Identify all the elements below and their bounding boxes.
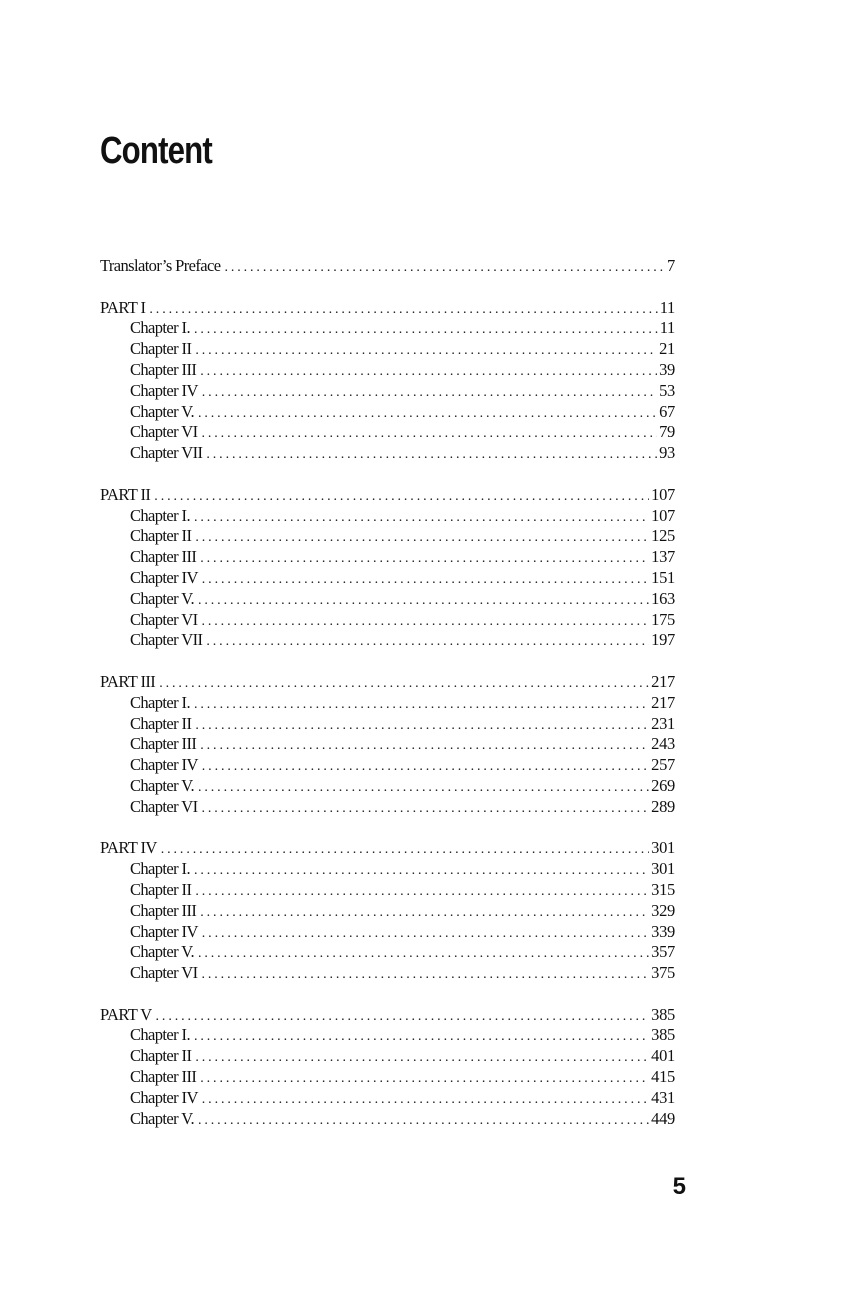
toc-part-section bbox=[100, 672, 675, 818]
toc-entry-page: 415 bbox=[651, 1067, 675, 1087]
toc-entry-label: Chapter V. bbox=[130, 401, 194, 421]
dot-leader bbox=[198, 404, 657, 425]
toc-entry-chapter[interactable] bbox=[100, 526, 675, 547]
toc-entry-page: 329 bbox=[651, 900, 675, 920]
toc-entry-label: Chapter VI bbox=[130, 963, 198, 983]
dot-leader bbox=[194, 320, 658, 341]
dot-leader bbox=[224, 258, 665, 279]
dot-leader bbox=[202, 924, 649, 945]
toc-entry-page: 11 bbox=[659, 318, 675, 338]
toc-entry-chapter[interactable] bbox=[100, 797, 675, 818]
table-of-contents bbox=[100, 256, 675, 1129]
toc-entry-label: Chapter I. bbox=[130, 692, 190, 712]
toc-entry-chapter[interactable] bbox=[100, 859, 675, 880]
dot-leader bbox=[206, 445, 657, 466]
toc-entry-page: 197 bbox=[651, 630, 675, 650]
dot-leader bbox=[200, 903, 649, 924]
dot-leader bbox=[198, 944, 649, 965]
dot-leader bbox=[154, 487, 649, 508]
toc-entry-page: 315 bbox=[651, 879, 675, 899]
dot-leader bbox=[202, 1090, 649, 1111]
page-title: Content bbox=[100, 130, 212, 172]
toc-entry-label: Chapter III bbox=[130, 900, 197, 920]
toc-entry-page: 375 bbox=[651, 963, 675, 983]
toc-entry-label: Chapter V. bbox=[130, 1108, 194, 1128]
dot-leader bbox=[194, 861, 649, 882]
section-spacer bbox=[100, 464, 675, 485]
toc-entry-label: Chapter VI bbox=[130, 609, 198, 629]
toc-entry-chapter[interactable] bbox=[100, 922, 675, 943]
dot-leader bbox=[200, 1069, 649, 1090]
toc-entry-page: 243 bbox=[651, 734, 675, 754]
toc-entry-chapter[interactable] bbox=[100, 734, 675, 755]
toc-entry-page: 79 bbox=[659, 422, 675, 442]
toc-entry-chapter[interactable] bbox=[100, 1109, 675, 1130]
dot-leader bbox=[194, 508, 649, 529]
toc-entry-label: Chapter II bbox=[130, 526, 192, 546]
toc-entry-page: 175 bbox=[651, 609, 675, 629]
dot-leader bbox=[206, 632, 649, 653]
dot-leader bbox=[201, 965, 649, 986]
toc-entry-chapter[interactable] bbox=[100, 1067, 675, 1088]
toc-entry-label: PART V bbox=[100, 1004, 152, 1024]
toc-entry-page: 39 bbox=[659, 359, 675, 379]
dot-leader bbox=[198, 778, 649, 799]
toc-entry-label: Chapter IV bbox=[130, 380, 198, 400]
toc-entry-chapter[interactable] bbox=[100, 360, 675, 381]
toc-entry-chapter[interactable] bbox=[100, 755, 675, 776]
toc-entry-page: 301 bbox=[651, 838, 675, 858]
toc-entry-label: Chapter III bbox=[130, 1067, 197, 1087]
toc-part-section bbox=[100, 298, 675, 464]
toc-entry-page: 151 bbox=[651, 567, 675, 587]
toc-entry-label: Chapter IV bbox=[130, 567, 198, 587]
dot-leader bbox=[202, 383, 657, 404]
toc-entry-chapter[interactable] bbox=[100, 776, 675, 797]
toc-entry-page: 53 bbox=[659, 380, 675, 400]
dot-leader bbox=[195, 341, 657, 362]
toc-entry-chapter[interactable] bbox=[100, 589, 675, 610]
toc-entry-page: 67 bbox=[659, 401, 675, 421]
toc-entry-page: 217 bbox=[651, 692, 675, 712]
toc-entry-page: 107 bbox=[651, 484, 675, 504]
toc-entry-part[interactable] bbox=[100, 838, 675, 859]
dot-leader bbox=[201, 799, 649, 820]
toc-entry-chapter[interactable] bbox=[100, 693, 675, 714]
toc-entry-part[interactable] bbox=[100, 672, 675, 693]
toc-entry-chapter[interactable] bbox=[100, 568, 675, 589]
toc-entry-chapter[interactable] bbox=[100, 381, 675, 402]
toc-entry-chapter[interactable] bbox=[100, 547, 675, 568]
dot-leader bbox=[156, 1007, 650, 1028]
toc-entry-label: Chapter III bbox=[130, 359, 197, 379]
dot-leader bbox=[195, 716, 649, 737]
dot-leader bbox=[195, 882, 649, 903]
dot-leader bbox=[202, 757, 649, 778]
toc-entry-chapter[interactable] bbox=[100, 339, 675, 360]
toc-entry-chapter[interactable] bbox=[100, 714, 675, 735]
toc-entry-page: 269 bbox=[651, 775, 675, 795]
toc-entry-part[interactable] bbox=[100, 298, 675, 319]
toc-entry-label: PART IV bbox=[100, 838, 157, 858]
dot-leader bbox=[161, 840, 649, 861]
toc-entry-page: 289 bbox=[651, 796, 675, 816]
toc-entry-page: 107 bbox=[651, 505, 675, 525]
dot-leader bbox=[194, 1027, 649, 1048]
toc-entry-page: 93 bbox=[659, 443, 675, 463]
toc-entry-label: Chapter I. bbox=[130, 1025, 190, 1045]
toc-entry-label: PART III bbox=[100, 671, 156, 691]
toc-entry-chapter[interactable] bbox=[100, 880, 675, 901]
dot-leader bbox=[200, 549, 649, 570]
section-spacer bbox=[100, 984, 675, 1005]
toc-entry-label: Chapter II bbox=[130, 1046, 192, 1066]
toc-entry-chapter[interactable] bbox=[100, 443, 675, 464]
toc-entry-label: Chapter III bbox=[130, 734, 197, 754]
toc-entry-chapter[interactable] bbox=[100, 942, 675, 963]
dot-leader bbox=[198, 591, 649, 612]
dot-leader bbox=[202, 570, 649, 591]
toc-entry-label: Chapter V. bbox=[130, 775, 194, 795]
section-spacer bbox=[100, 277, 675, 298]
toc-entry-chapter[interactable] bbox=[100, 422, 675, 443]
toc-entry-page: 137 bbox=[651, 547, 675, 567]
toc-entry-chapter[interactable] bbox=[100, 630, 675, 651]
toc-entry-label: Translator’s Preface bbox=[100, 256, 221, 275]
toc-entry-page: 163 bbox=[651, 588, 675, 608]
section-spacer bbox=[100, 818, 675, 839]
dot-leader bbox=[195, 1048, 649, 1069]
toc-entry-label: Chapter IV bbox=[130, 921, 198, 941]
toc-entry-label: Chapter VII bbox=[130, 443, 203, 463]
toc-entry-page: 21 bbox=[659, 339, 675, 359]
toc-entry-page: 231 bbox=[651, 713, 675, 733]
dot-leader bbox=[201, 612, 649, 633]
toc-entry-chapter[interactable] bbox=[100, 901, 675, 922]
toc-entry-chapter[interactable] bbox=[100, 1025, 675, 1046]
toc-entry-chapter[interactable] bbox=[100, 506, 675, 527]
toc-entry-label: Chapter IV bbox=[130, 755, 198, 775]
toc-entry-page: 257 bbox=[651, 755, 675, 775]
toc-entry-label: Chapter VI bbox=[130, 796, 198, 816]
toc-entry-page: 217 bbox=[651, 671, 675, 691]
toc-entry-chapter[interactable] bbox=[100, 610, 675, 631]
toc-entry-label: PART I bbox=[100, 297, 146, 317]
toc-entry-page: 301 bbox=[651, 859, 675, 879]
toc-entry-label: Chapter I. bbox=[130, 505, 190, 525]
toc-entry-page: 401 bbox=[651, 1046, 675, 1066]
toc-entry-page: 431 bbox=[651, 1087, 675, 1107]
toc-entry-preface[interactable] bbox=[100, 256, 675, 277]
toc-entry-label: Chapter II bbox=[130, 339, 192, 359]
toc-entry-chapter[interactable] bbox=[100, 1046, 675, 1067]
dot-leader bbox=[159, 674, 649, 695]
dot-leader bbox=[195, 528, 649, 549]
section-spacer bbox=[100, 651, 675, 672]
toc-entry-page: 385 bbox=[651, 1004, 675, 1024]
toc-entry-label: Chapter I. bbox=[130, 859, 190, 879]
toc-entry-page: 385 bbox=[651, 1025, 675, 1045]
toc-entry-page: 7 bbox=[667, 256, 675, 275]
toc-entry-chapter[interactable] bbox=[100, 402, 675, 423]
dot-leader bbox=[200, 736, 649, 757]
toc-entry-label: Chapter IV bbox=[130, 1087, 198, 1107]
toc-entry-page: 339 bbox=[651, 921, 675, 941]
toc-entry-page: 357 bbox=[651, 942, 675, 962]
toc-entry-label: Chapter II bbox=[130, 879, 192, 899]
toc-entry-label: Chapter I. bbox=[130, 318, 190, 338]
toc-entry-chapter[interactable] bbox=[100, 318, 675, 339]
dot-leader bbox=[198, 1111, 649, 1132]
toc-part-section bbox=[100, 838, 675, 984]
toc-entry-chapter[interactable] bbox=[100, 1088, 675, 1109]
toc-entry-label: Chapter III bbox=[130, 547, 197, 567]
toc-entry-label: Chapter V. bbox=[130, 942, 194, 962]
toc-entry-label: Chapter VI bbox=[130, 422, 198, 442]
toc-entry-chapter[interactable] bbox=[100, 963, 675, 984]
toc-part-section bbox=[100, 1005, 675, 1130]
dot-leader bbox=[194, 695, 649, 716]
toc-entry-label: Chapter VII bbox=[130, 630, 203, 650]
toc-entry-part[interactable] bbox=[100, 1005, 675, 1026]
page-number: 5 bbox=[672, 1173, 686, 1200]
toc-part-section bbox=[100, 485, 675, 651]
toc-entry-part[interactable] bbox=[100, 485, 675, 506]
dot-leader bbox=[149, 300, 657, 321]
toc-entry-label: PART II bbox=[100, 484, 151, 504]
toc-entry-page: 11 bbox=[659, 297, 675, 317]
toc-entry-page: 449 bbox=[651, 1108, 675, 1128]
toc-entry-page: 125 bbox=[651, 526, 675, 546]
toc-entry-label: Chapter V. bbox=[130, 588, 194, 608]
dot-leader bbox=[200, 362, 657, 383]
dot-leader bbox=[201, 424, 657, 445]
toc-entry-label: Chapter II bbox=[130, 713, 192, 733]
